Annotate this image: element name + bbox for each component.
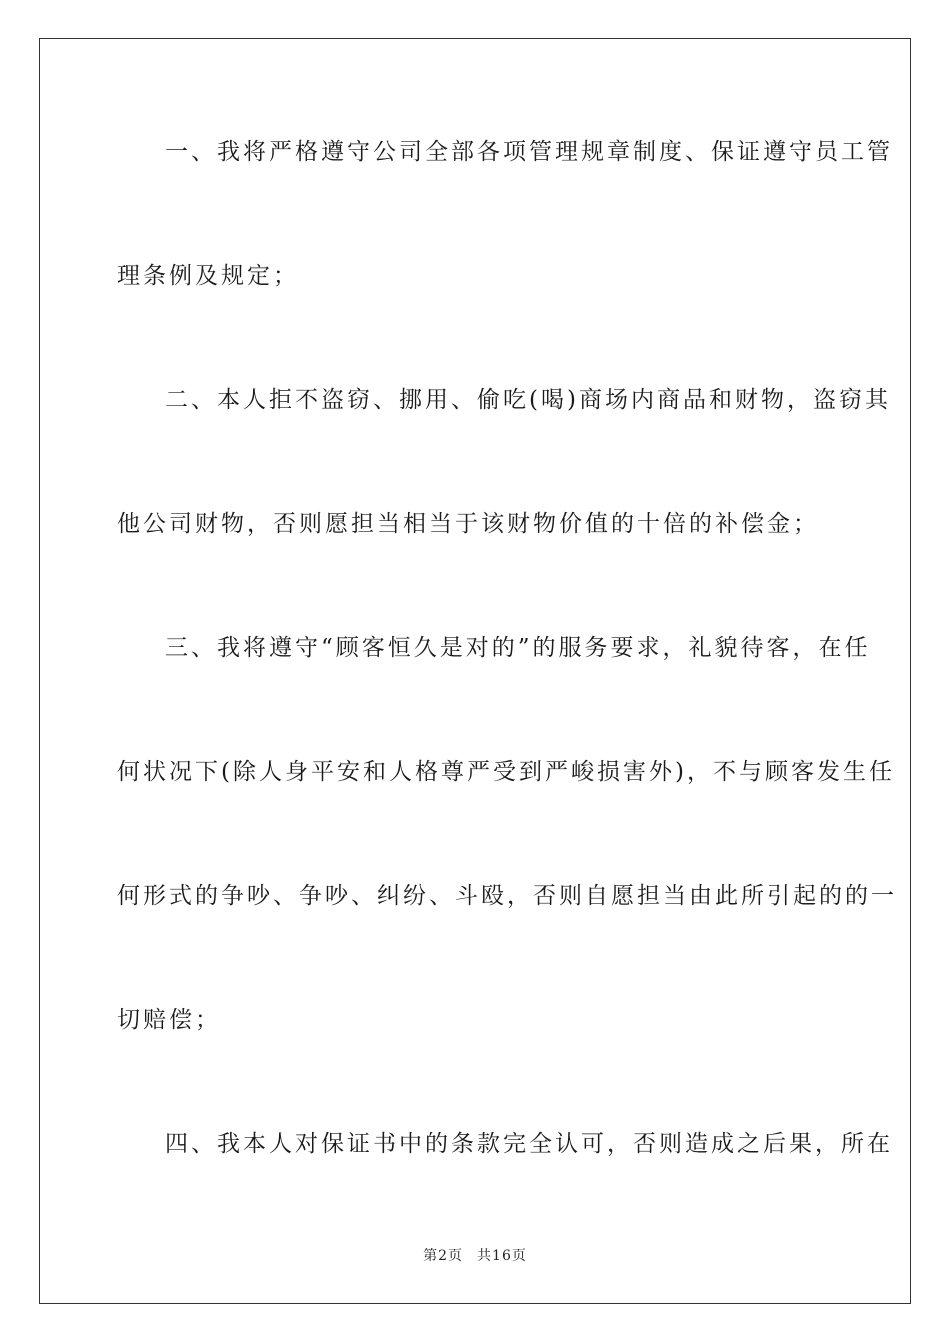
paragraph-2-line-2: 他公司财物，否则愿担当相当于该财物价值的十倍的补偿金； [117,511,819,537]
page-number-total: 共16页 [477,1248,527,1264]
page-footer [0,1246,950,1266]
page-border [39,38,911,1304]
paragraph-4-line-1: 四、我本人对保证书中的条款完全认可，否则造成之后果，所在 [165,1131,893,1157]
paragraph-3-line-3: 何形式的争吵、争吵、纠纷、斗殴，否则自愿担当由此所引起的的一 [117,883,897,909]
paragraph-3-line-1: 三、我将遵守“顾客恒久是对的”的服务要求，礼貌待客，在任 [165,635,871,661]
page-number-current: 第2页 [423,1248,464,1264]
paragraph-1-line-2: 理条例及规定； [117,263,299,289]
paragraph-1-line-1: 一、我将严格遵守公司全部各项管理规章制度、保证遵守员工管 [165,139,893,165]
paragraph-2-line-1: 二、本人拒不盗窃、挪用、偷吃(喝)商场内商品和财物，盗窃其 [165,387,891,413]
paragraph-3-line-4: 切赔偿； [117,1007,221,1033]
paragraph-3-line-2: 何状况下(除人身平安和人格尊严受到严峻损害外)，不与顾客发生任 [117,759,895,785]
